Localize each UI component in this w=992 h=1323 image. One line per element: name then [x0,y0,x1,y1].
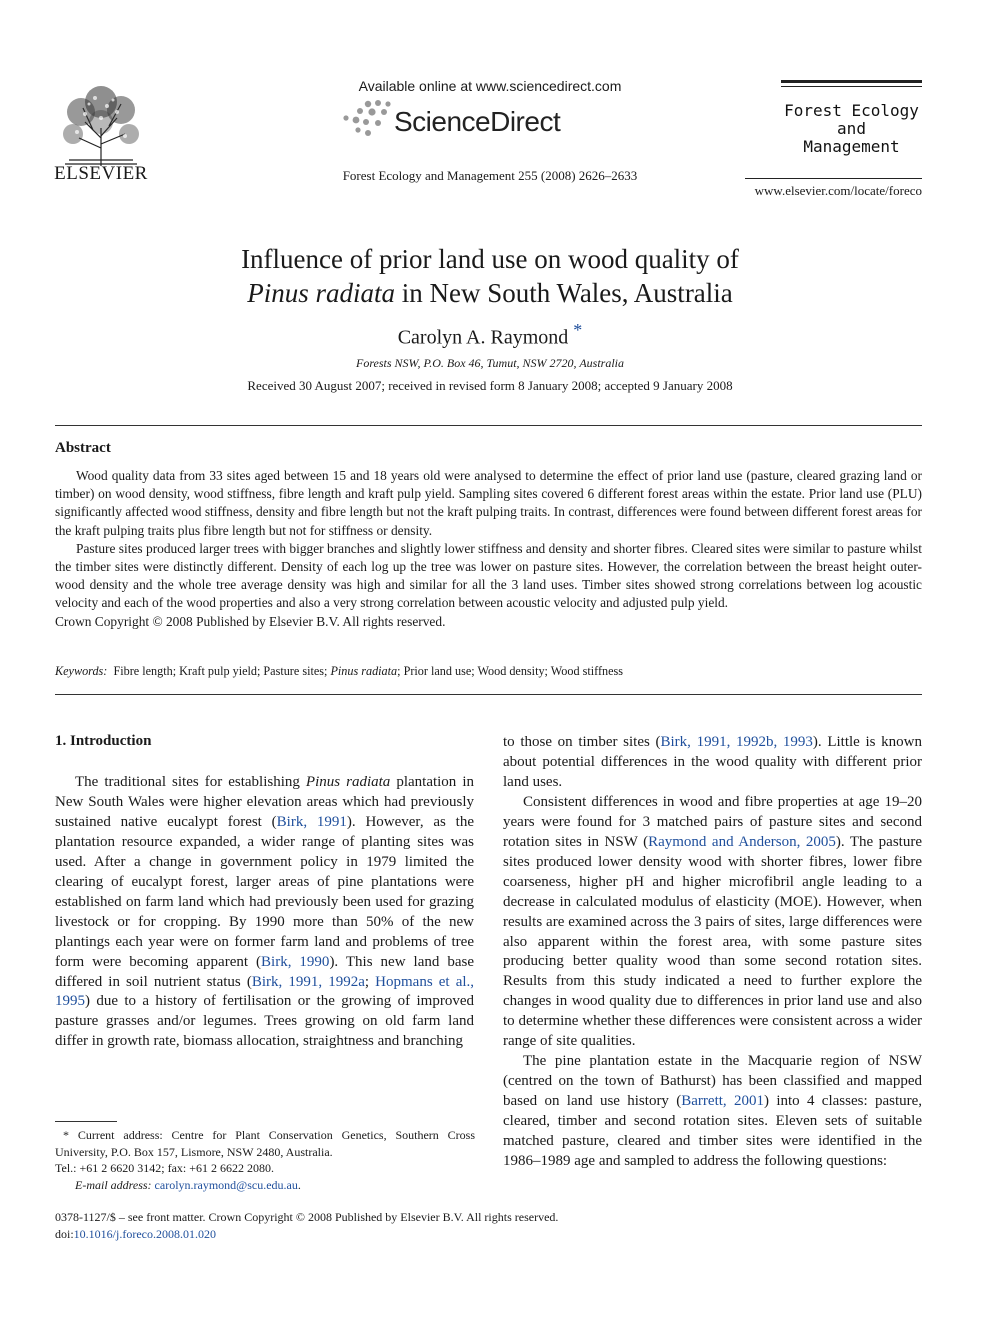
body-paragraph [503,1052,922,1172]
brand-rule [781,86,922,87]
keywords-label: Keywords: [55,664,108,678]
title-line: Influence of prior land use on wood quality of [241,244,739,274]
journal-brand-line: Forest Ecology [784,101,919,120]
text-run: plantation in New South Wales were higher elevation areas which had previously sustained native eucalypt forest ( [55,774,475,830]
article-dates: Received 30 August 2007; received in revised form 8 January 2008; accepted 9 January 2008 [247,378,733,393]
text-run: ). This new land base differed in soil nutrient status ( [55,953,474,990]
text-run: ). The pasture sites produced lower density wood with shorter fibres, lower fibre coarseness, higher pH and higher microfibril angle leading to a decrease in calculated modulus of elasticity (MOE). However, when results are examined across the 3 pairs of sites, large differences were also apparent within the forest area, with some pasture sites producing better quality wood than some second rotation sites. Results from this study indicated a need to further explore the changes in wood quality due to differences in prior land use and also to determine whether these differences were consistent across a wider range of site qualities. [503,833,922,1050]
brand-rule [745,178,922,179]
species-name: Pinus radiata [305,774,391,790]
abstract-rule [55,425,922,426]
title-rest: in New South Wales, Australia [394,278,733,308]
journal-brand-title [781,102,922,156]
title-species: Pinus radiata [247,278,395,308]
journal-brand-line: Management [803,137,900,156]
right-column [503,733,922,1172]
doi-line [55,1226,755,1243]
abstract-rule [55,694,922,695]
citation-link[interactable]: Birk, 1991 [276,813,347,830]
citation-link[interactable]: Birk, 1991, 1992b, 1993 [660,734,813,750]
journal-reference: Forest Ecology and Management 255 (2008) 2626–2633 [342,168,638,183]
elsevier-tree-logo-icon [55,78,147,170]
citation-link[interactable]: Birk, 1990 [261,953,330,970]
text-run: The pine plantation estate in the Macquarie region of NSW (centred on the town of Bathurst) has been classified and mapped based on land use history ( [503,1053,922,1110]
footnote-email [55,1177,475,1194]
body-paragraph [503,793,922,1052]
footnote-address: * Current address: Centre for Plant Conservation Genetics, Southern Cross University, P.O. Box 157, Lismore, NSW 2480, Australia. [55,1128,475,1159]
abstract-paragraph: Pasture sites produced larger trees with bigger branches and slightly lower stiffness and density and shorter fibres. Cleared sites were similar to pasture whilst the timber sites were distinctly different. Density of each log up the tree was lower on pasture sites. However, the correlation between the breast height outer-wood density and the whole tree average density was high and similar for all the 3 land uses. Timber sites showed strong correlations between log acoustic velocity and each of the wood properties and also a very strong correlation between acoustic velocity and adjusted pulp yield. [55,540,922,611]
title-line [60,276,920,310]
keywords [55,664,922,679]
abstract-paragraph: Wood quality data from 33 sites aged between 15 and 18 years old were analysed to determine the effect of prior land use (pasture, cleared grazing land or timber) on wood density, wood stiffness, fibre length and kraft pulp yield. Sampling sites covered 6 different forest areas within the estate. Prior land use (PLU) significantly affected wood stiffness, density and fibre length but not the kraft pulping traits. In contrast, differences were found between different forest areas for the kraft pulping traits plus fibre length but not for stiffness or density. [55,468,922,538]
text-run: ). Little is known about potential differences in the wood quality with different prior land uses. [503,734,922,790]
text-run: . [297,1177,301,1192]
body-paragraph [55,773,474,1052]
email-link[interactable]: carolyn.raymond@scu.edu.au [154,1177,298,1192]
text-run: ) due to a history of fertilisation or the growing of improved pasture grasses and/or legumes. Trees growing on old farm land differ in growth rate, biomass allocation, straightness and branching [55,993,474,1050]
sciencedirect-wordmark: ScienceDirect [394,106,561,137]
sciencedirect-dots-icon [338,98,398,140]
author-footnote-link[interactable]: * [573,320,583,340]
citation-link[interactable]: Raymond and Anderson, 2005 [648,833,836,850]
left-column [55,773,474,1052]
article-title [60,242,920,310]
citation-link[interactable]: Birk, 1991, 1992a [251,973,365,990]
abstract-copyright: Crown Copyright © 2008 Published by Elsevier B.V. All rights reserved. [55,613,446,629]
text-run: ) into 4 classes: pasture, cleared, timber and second rotation sites. Eleven sets of suitable matched pasture, cleared and timber sites were identified in the 1986–1989 age and sampled to address the following questions: [503,1093,923,1170]
citation-link[interactable]: Barrett, 2001 [681,1093,764,1110]
keywords-list: Fibre length; Kraft pulp yield; Pasture sites; [113,664,328,678]
text-run: The traditional sites for establishing [75,774,306,790]
journal-brand-line: and [837,119,866,138]
footnote-rule [55,1121,117,1122]
body-paragraph [503,733,922,793]
brand-rule [781,80,922,83]
footnote-phone: Tel.: +61 2 6620 3142; fax: +61 2 6622 2080. [55,1161,275,1175]
publisher-logo-text: ELSEVIER [54,163,148,184]
affiliation: Forests NSW, P.O. Box 46, Tumut, NSW 2720, Australia [355,356,625,370]
front-matter-footer [55,1209,755,1242]
doi-label: doi: [55,1226,74,1241]
keyword-species: Pinus radiata [330,664,398,678]
keywords-list: ; Prior land use; Wood density; Wood stiffness [397,664,624,678]
author-name [60,320,920,350]
text-run: ; [364,973,376,990]
abstract-body [55,467,922,631]
abstract-heading: Abstract [55,440,111,456]
text-run: ). However, as the plantation resource expanded, a wider range of planting sites was used. After a change in government policy in 1979 limited the clearing of eucalypt forest, larger areas of pine plantations were established on farm land which had previously been used for grazing livestock or for cropping. By 1990 more than 50% of the new plantings each year were on former farm land and problems of tree form were becoming apparent ( [55,813,474,970]
issn-line: 0378-1127/$ – see front matter. Crown Copyright © 2008 Published by Elsevier B.V. All rights reserved. [55,1210,559,1224]
available-online-text: Available online at www.sciencedirect.com [358,78,622,94]
text-run: Consistent differences in wood and fibre properties at age 19–20 years were found for 3 matched pairs of pasture sites and second rotation sites in NSW ( [503,793,922,850]
citation-link[interactable]: Hopmans et al., 1995 [55,973,475,1010]
doi-link[interactable]: 10.1016/j.foreco.2008.01.020 [73,1226,216,1241]
email-label: E-mail address: [75,1177,152,1192]
text-run: to those on timber sites ( [503,734,661,750]
journal-url-link[interactable]: www.elsevier.com/locate/foreco [754,183,922,198]
author-text: Carolyn A. Raymond [397,326,569,349]
section-heading: 1. Introduction [55,733,152,749]
author-footnote [55,1127,475,1193]
